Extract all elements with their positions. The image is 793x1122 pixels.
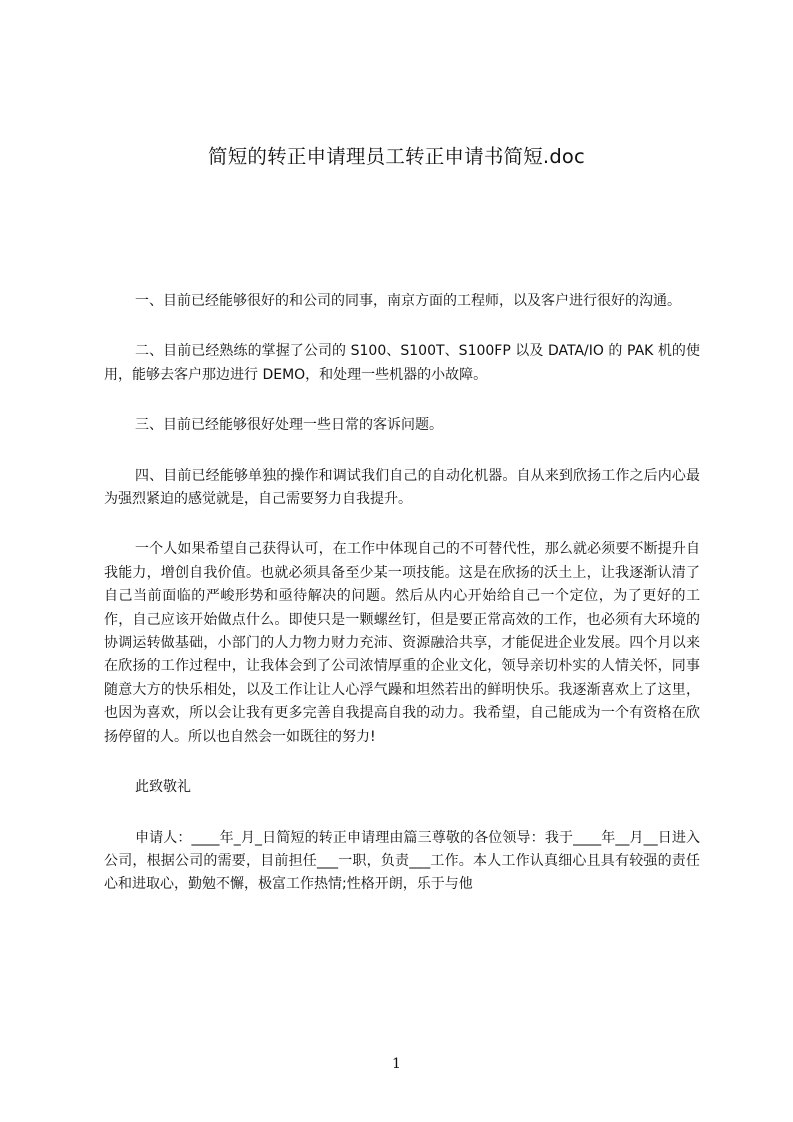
paragraph-salutation: 此致敬礼: [135, 779, 191, 796]
paragraph-automation: 四、目前已经能够单独的操作和调试我们自己的自动化机器。自从来到欣扬工作之后内心最为强烈紧迫的感觉就是，自己需要努力自我提升。: [104, 467, 700, 508]
paragraph-self-improvement: 一个人如果希望自己获得认可，在工作中体现自己的不可替代性，那么就必须要不断提升自我能力，增创自我价值。也就必须具备至少某一项技能。这是在欣扬的沃土上，让我逐渐认清了自己当前面临的严峻形势和亟待解决的问题。然后从内心开始给自己一个定位，为了更好的工作，自己应该开始做点什么。即使只是一颗螺丝钉，但是要正常高效的工作，也必须有大环境的协调运转做基础，小部门的人力物力财力充沛、资源融洽共享，才能促进企业发展。四个月以来在欣扬的工作过程中，让我体会到了公司浓情厚重的企业文化，领导亲切朴实的人情关怀，同事随意大方的快乐相处，以及工作让让人心浮气躁和坦然若出的鲜明快乐。我逐渐喜欢上了这里，也因为喜欢，所以会让我有更多完善自我提高自我的动力。我希望，自己能成为一个有资格在欣扬停留的人。所以也自然会一如既往的努力!: [104, 541, 700, 745]
page-number: 1: [392, 1056, 401, 1072]
paragraph-equipment-skills: 二、目前已经熟练的掌握了公司的 S100、S100T、S100FP 以及 DATA/IO 的 PAK 机的使用，能够去客户那边进行 DEMO，和处理一些机器的小故障。: [104, 343, 700, 383]
paragraph-customer-complaints: 三、目前已经能够很好处理一些日常的客诉问题。: [135, 417, 443, 434]
paragraph-communication: 一、目前已经能够很好的和公司的同事，南京方面的工程师，以及客户进行很好的沟通。: [135, 293, 681, 309]
paragraph-applicant: 申请人：____年_月_日简短的转正申请理由篇三尊敬的各位领导：我于____年__月__日进入公司，根据公司的需要，目前担任___一职，负责___工作。本人工作认真细心且具有较强的责任心和进取心，勤勉不懈，极富工作热情;性格开朗，乐于与他: [104, 829, 700, 893]
document-title: 简短的转正申请理员工转正申请书简短.doc: [208, 145, 585, 168]
document-body: [104, 290, 700, 924]
